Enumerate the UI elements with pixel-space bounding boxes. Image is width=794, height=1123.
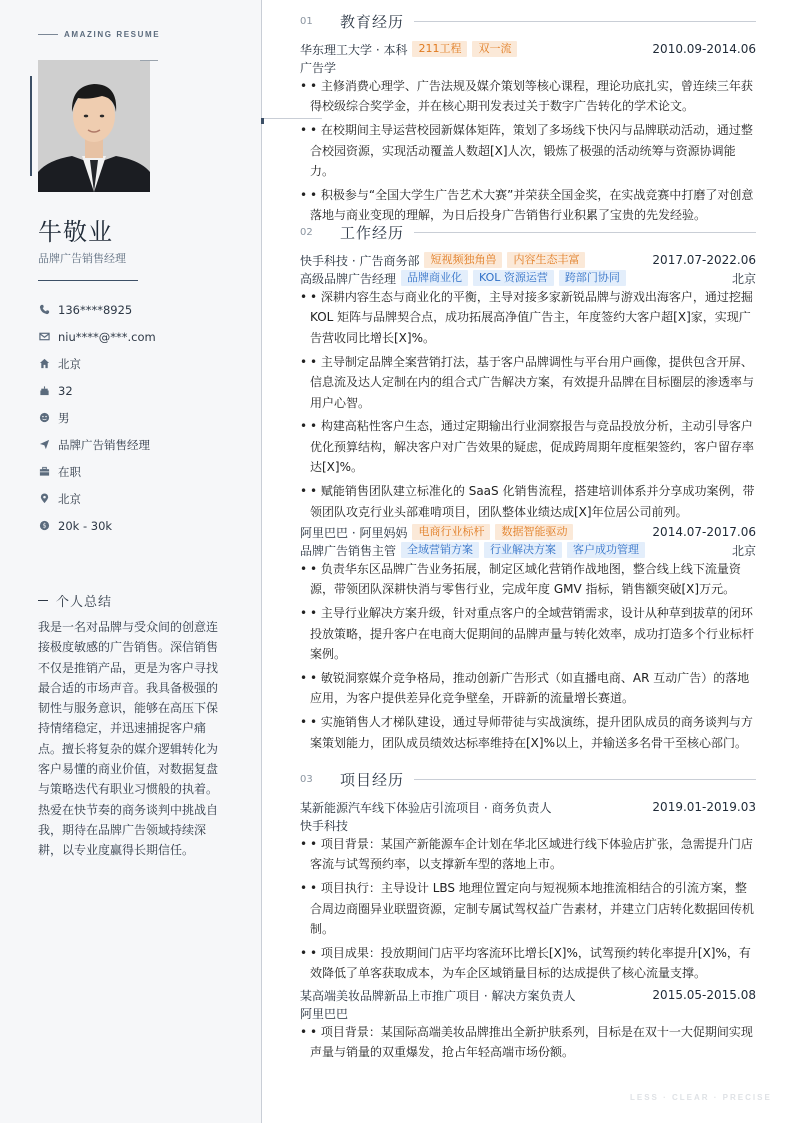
send-icon [38, 439, 50, 451]
info-status [38, 458, 248, 485]
info-text: 在职 [58, 464, 81, 479]
tag: 双一流 [472, 41, 517, 57]
tag: 电商行业标杆 [412, 524, 490, 540]
decor-marker [261, 118, 264, 124]
job-header [300, 523, 756, 541]
sidebar [0, 0, 262, 1123]
face-icon [38, 412, 50, 424]
phone-icon [38, 304, 50, 316]
list-item: • • 负责华东区品牌广告业务拓展，制定区域化营销作战地图，整合线上线下流量资源，带领团队深耕快消与零售行业，完成年度 GMV 指标，销售额突破[X]万元。 [300, 559, 756, 600]
project-name: 某高端美妆品牌新品上市推广项目 · 解决方案负责人 [300, 988, 576, 1003]
tag: 跨部门协同 [559, 270, 626, 286]
summary-heading [38, 591, 112, 610]
summary-title: 个人总结 [56, 595, 113, 610]
job-city: 北京 [731, 543, 756, 558]
section-rule [414, 21, 756, 22]
tag: 品牌商业化 [401, 270, 468, 286]
list-item: • • 深耕内容生态与商业化的平衡，主导对接多家新锐品牌与游戏出海客户，通过挖掘KOL 矩阵与品牌契合点，成功拓展高净值广告主，年度签约大客户超[X]家，实现广告营收同比增长[X]%。 [300, 287, 756, 348]
info-phone [38, 296, 248, 323]
section-number: 01 [300, 15, 313, 27]
project-bullets [300, 1022, 756, 1066]
project-header [300, 986, 756, 1004]
info-text: 20k - 30k [58, 518, 113, 533]
person-name: 牛敬业 [38, 218, 113, 246]
person-title: 品牌广告销售经理 [38, 252, 126, 265]
list-item: • • 项目背景：某国际高端美妆品牌推出全新护肤系列，目标是在双十一大促期间实现声量与销量的双重爆发，抢占年轻高端市场份额。 [300, 1022, 756, 1063]
tag: 内容生态丰富 [507, 252, 585, 268]
section-title: 教育经历 [340, 12, 405, 31]
section-work-heading [300, 222, 756, 242]
list-item: • • 积极参与“全国大学生广告艺术大赛”并荣获全国金奖，在实战竞赛中打磨了对创意落地与商业变现的理解，为日后投身广告销售行业积累了宝贵的先发经验。 [300, 185, 756, 226]
home-icon [38, 358, 50, 370]
contact-info [38, 296, 248, 539]
list-item: • • 在校期间主导运营校园新媒体矩阵，策划了多场线下快闪与品牌联动活动，通过整合校园资源，实现活动覆盖人数超[X]人次，锻炼了极强的活动统筹与资源协调能力。 [300, 120, 756, 181]
brand-text: AMAZING RESUME [64, 30, 161, 39]
project-company: 快手科技 [300, 818, 349, 833]
job-date: 2017.07-2022.06 [652, 253, 756, 267]
education-major: 广告学 [300, 60, 337, 75]
project-bullets [300, 834, 756, 987]
job-city: 北京 [731, 271, 756, 286]
section-rule [414, 779, 756, 780]
list-item: • • 构建高粘性客户生态，通过定期输出行业洞察报告与竞品投放分析，主动引导客户优化预算结构，解决客户对广告效果的疑虑，促成跨周期年度框架签约，客户留存率达[X]%。 [300, 416, 756, 477]
location-icon [38, 493, 50, 505]
tag: 211工程 [412, 41, 467, 57]
email-icon [38, 331, 50, 343]
profile-photo [38, 60, 150, 192]
tag: KOL 资源运营 [473, 270, 554, 286]
list-item: • • 项目成果：投放期间门店平均客流环比增长[X]%，试驾预约转化率提升[X]%，有效降低了单客获取成本，为车企区域销量目标的达成提供了核心流量支撑。 [300, 943, 756, 984]
brand-line [38, 34, 58, 35]
cake-icon [38, 385, 50, 397]
education-major-row [300, 58, 756, 76]
company-name: 阿里巴巴 · 阿里妈妈 [300, 525, 408, 540]
section-number: 03 [300, 773, 313, 785]
list-item: • • 主导行业解决方案升级，针对重点客户的全域营销需求，设计从种草到拔草的闭环投放策略，提升客户在电商大促期间的品牌声量与转化效率，成功打造多个行业标杆案例。 [300, 603, 756, 664]
info-gender [38, 404, 248, 431]
salary-icon [38, 520, 50, 532]
job-role: 高级品牌广告经理 [300, 271, 397, 286]
footer-slogan: LESS · CLEAR · PRECISE [630, 1093, 772, 1102]
info-location [38, 485, 248, 512]
section-title: 项目经历 [340, 770, 405, 789]
project-company: 阿里巴巴 [300, 1006, 349, 1021]
job-role: 品牌广告销售主管 [300, 543, 397, 558]
info-text: 品牌广告销售经理 [58, 437, 150, 452]
list-item: • • 赋能销售团队建立标准化的 SaaS 化销售流程，搭建培训体系并分享成功案例，带领团队攻克行业头部难啃项目，团队整体业绩达成[X]年位居公司前列。 [300, 481, 756, 522]
school-name: 华东理工大学 · 本科 [300, 42, 408, 57]
section-rule [414, 232, 756, 233]
summary-text: 我是一名对品牌与受众间的创意连接极度敏感的广告销售。深信销售不仅是推销产品，更是为客户寻找最合适的市场声音。我具备极强的韧性与服务意识，能够在高压下保持情绪稳定，并迅速捕捉客户痛点。擅长将复杂的媒介逻辑转化为客户易懂的商业价值，对数据复盘与策略迭代有职业习惯般的执着。热爱在快节奏的商务谈判中挑战自我，期待在品牌广告领域持续深耕，以专业度赢得长期信任。 [38, 620, 219, 858]
project-company-row [300, 1004, 756, 1022]
brand [38, 30, 160, 39]
list-item: • • 主修消费心理学、广告法规及媒介策划等核心课程，理论功底扎实，曾连续三年获得校级综合奖学金，并在核心期刊发表过关于数字广告转化的学术论文。 [300, 76, 756, 117]
project-date: 2019.01-2019.03 [652, 800, 756, 814]
list-item: • • 实施销售人才梯队建设，通过导师带徒与实战演练，提升团队成员的商务谈判与方案策划能力，团队成员绩效达标率维持在[X]%以上，并输送多名骨干至核心部门。 [300, 712, 756, 753]
info-city [38, 350, 248, 377]
tag: 客户成功管理 [567, 542, 645, 558]
info-email [38, 323, 248, 350]
education-header [300, 40, 756, 58]
info-salary [38, 512, 248, 539]
job-bullets [300, 287, 756, 525]
company-name: 快手科技 · 广告商务部 [300, 253, 420, 268]
project-date: 2015.05-2015.08 [652, 988, 756, 1002]
info-text: 北京 [58, 491, 81, 506]
info-text: niu****@***.com [58, 329, 156, 344]
job-role-row [300, 541, 756, 559]
tag: 行业解决方案 [484, 542, 562, 558]
job-header [300, 251, 756, 269]
person-portrait-icon [38, 60, 150, 192]
photo-corner-line [140, 60, 158, 61]
list-item: • • 项目执行：主导设计 LBS 地理位置定向与短视频本地推流相结合的引流方案，整合周边商圈异业联盟资源，定制专属试驾权益广告素材，并建立门店转化数据回传机制。 [300, 878, 756, 939]
project-name: 某新能源汽车线下体验店引流项目 · 商务负责人 [300, 800, 552, 815]
info-text: 北京 [58, 356, 81, 371]
list-item: • • 敏锐洞察媒介竞争格局，推动创新广告形式（如直播电商、AR 互动广告）的落地应用，为客户提供差异化竞争壁垒，开辟新的流量增长赛道。 [300, 668, 756, 709]
job-date: 2014.07-2017.06 [652, 525, 756, 539]
education-date: 2010.09-2014.06 [652, 42, 756, 56]
list-item: • • 主导制定品牌全案营销打法，基于客户品牌调性与平台用户画像，提供包含开屏、信息流及达人定制在内的组合式广告解决方案，有效提升品牌在目标圈层的渗透率与用户心智。 [300, 352, 756, 413]
job-role-row [300, 269, 756, 287]
list-item: • • 项目背景：某国产新能源车企计划在华北区域进行线下体验店扩张，急需提升门店客流与试驾预约率，以支撑新车型的落地上市。 [300, 834, 756, 875]
title-divider [38, 280, 138, 281]
briefcase-icon [38, 466, 50, 478]
project-company-row [300, 816, 756, 834]
tag: 短视频独角兽 [424, 252, 502, 268]
job-bullets [300, 559, 756, 757]
info-text: 136****8925 [58, 302, 133, 317]
section-number: 02 [300, 226, 313, 238]
svg-text:$: $ [41, 521, 47, 530]
accent-bar [30, 76, 32, 176]
info-text: 男 [58, 410, 70, 425]
summary-dash [38, 600, 48, 601]
tag: 数据智能驱动 [495, 524, 573, 540]
info-text: 32 [58, 383, 73, 398]
section-title: 工作经历 [340, 223, 405, 242]
info-target-job [38, 431, 248, 458]
education-bullets [300, 76, 756, 229]
tag: 全域营销方案 [401, 542, 479, 558]
info-age [38, 377, 248, 404]
project-header [300, 798, 756, 816]
section-education-heading [300, 11, 756, 31]
section-projects-heading [300, 769, 756, 789]
